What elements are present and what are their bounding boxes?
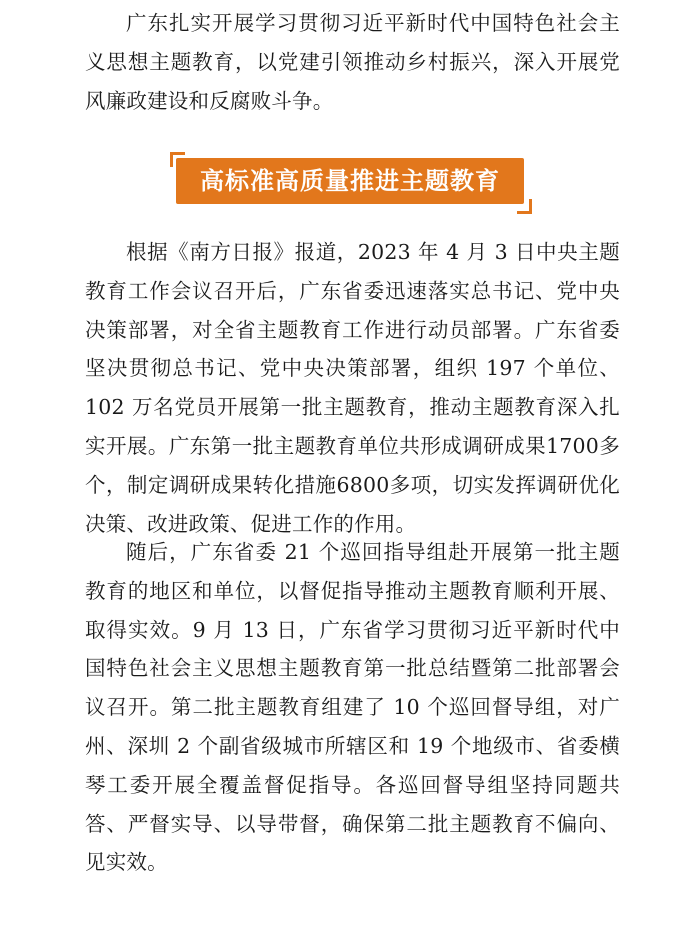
body-paragraph-1: 根据《南方日报》报道，2023 年 4 月 3 日中央主题教育工作会议召开后，广东省委迅速落实总书记、党中央决策部署，对全省主题教育工作进行动员部署。广东省委坚决贯彻总书记、党中央决策部署，组织 197 个单位、102 万名党员开展第一批主题教育，推动主题教育深入扎实开展。广东第一批主题教育单位共形成调研成果1700多个，制定调研成果转化措施6800多项，切实发挥调研优化决策、改进政策、促进工作的作用。 — [85, 240, 620, 536]
body-paragraph-2: 随后，广东省委 21 个巡回指导组赴开展第一批主题教育的地区和单位，以督促指导推动主题教育顺利开展、取得实效。9 月 13 日，广东省学习贯彻习近平新时代中国特色社会主义思想主题教育第一批总结暨第二批部署会议召开。第二批主题教育组建了 10 个巡回督导组，对广州、深圳 2 个副省级城市所辖区和 19 个地级市、省委横琴工委开展全覆盖督促指导。各巡回督导组坚持同题共答、严督实导、以导带督，确保第二批主题教育不偏向、见实效。 — [85, 540, 620, 875]
section-heading-banner — [170, 152, 532, 214]
intro-paragraph: 广东扎实开展学习贯彻习近平新时代中国特色社会主义思想主题教育，以党建引领推动乡村振兴，深入开展党风廉政建设和反腐败斗争。 — [85, 11, 620, 113]
section-heading: 高标准高质量推进主题教育 — [200, 167, 500, 195]
